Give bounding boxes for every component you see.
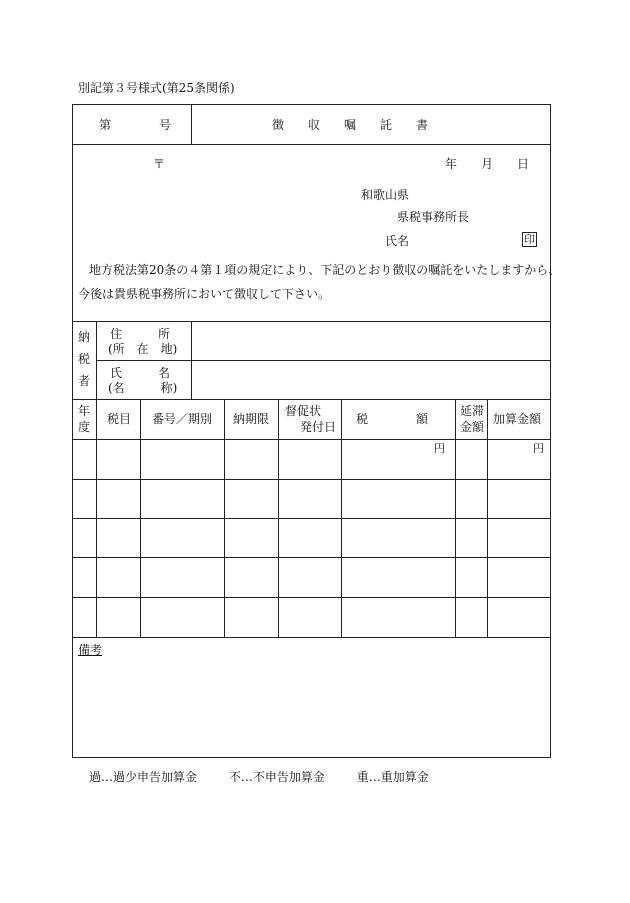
document-title: 徴 収 嘱 託 書 bbox=[272, 118, 429, 132]
header-year-2: 度 bbox=[78, 420, 91, 434]
tax-amount-yen: 円 bbox=[434, 442, 445, 455]
header-surcharge: 加算金額 bbox=[493, 412, 542, 426]
remarks-label: 備考 bbox=[78, 643, 103, 657]
postal-mark: 〒 bbox=[153, 157, 166, 171]
taxpayer-name-label: 氏 名 bbox=[110, 366, 171, 380]
header-arrears-1: 延滞 bbox=[460, 404, 485, 418]
number-label: 第 号 bbox=[99, 118, 172, 132]
header-year-1: 年 bbox=[78, 404, 91, 418]
surcharge-yen: 円 bbox=[533, 442, 544, 455]
legend-item: 不…不申告加算金 bbox=[228, 770, 325, 784]
taxpayer-title-label: (名 称) bbox=[108, 381, 178, 395]
table-row-line bbox=[72, 518, 551, 519]
header-bottom-line bbox=[72, 144, 551, 145]
form-label: 別記第３号様式(第25条関係) bbox=[78, 81, 235, 95]
table-bottom-line bbox=[72, 637, 551, 638]
header-divider bbox=[191, 104, 192, 144]
taxpayer-mid-line bbox=[96, 360, 551, 361]
legend-item: 重…重加算金 bbox=[356, 770, 429, 784]
header-reminder-1: 督促状 bbox=[285, 404, 322, 418]
seal-mark: 印 bbox=[524, 233, 535, 246]
office-head-label: 県税事務所長 bbox=[397, 210, 470, 224]
header-number-period: 番号／期別 bbox=[152, 412, 213, 426]
taxpayer-side-label-1: 納 bbox=[78, 330, 91, 344]
header-arrears-2: 金額 bbox=[460, 420, 485, 434]
taxpayer-side-label-2: 税 bbox=[78, 352, 91, 366]
date-field: 年 月 日 bbox=[445, 157, 530, 171]
table-row-line bbox=[72, 479, 551, 480]
body-text-line-1: 地方税法第20条の４第１項の規定により、下記のとおり徴収の嘱託をいたしますから、 bbox=[89, 263, 561, 277]
table-row-line bbox=[72, 557, 551, 558]
taxpayer-location-label: (所 在 地) bbox=[108, 342, 178, 356]
taxpayer-address-label: 住 所 bbox=[110, 327, 171, 341]
body-bottom-line bbox=[72, 321, 551, 322]
taxpayer-bottom-line bbox=[72, 399, 551, 400]
table-row-line bbox=[72, 597, 551, 598]
body-text-line-2: 今後は貴県税事務所において徴収して下さい。 bbox=[78, 287, 331, 301]
header-tax-item: 税目 bbox=[107, 412, 132, 426]
header-due-date: 納期限 bbox=[233, 412, 270, 426]
header-reminder-2: 発付日 bbox=[300, 420, 337, 434]
prefecture-label: 和歌山県 bbox=[361, 188, 410, 202]
legend-item: 過…過少申告加算金 bbox=[89, 770, 198, 784]
sender-name-label: 氏名 bbox=[385, 234, 410, 248]
header-tax-amount: 税 額 bbox=[356, 412, 429, 426]
legend bbox=[89, 771, 457, 783]
table-header-line bbox=[72, 439, 551, 440]
taxpayer-side-label-3: 者 bbox=[78, 374, 91, 388]
